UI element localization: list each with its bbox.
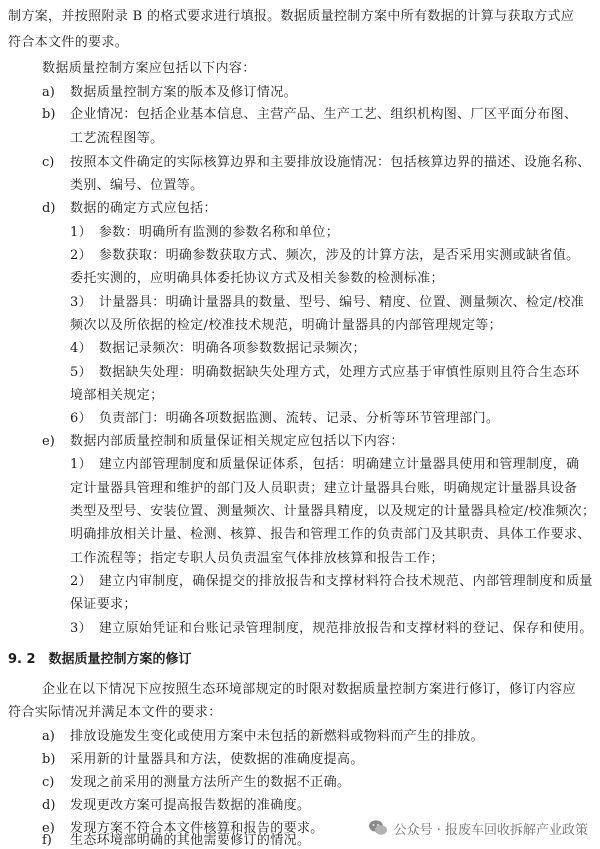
subitem-text: 保证要求；	[70, 597, 137, 612]
subitem-text: 1） 参数：明确所有监测的参数名称和单位；	[70, 225, 340, 240]
subitem-text: 4） 数据记录频次：明确各项参数数据记录频次；	[70, 341, 366, 356]
item-marker: e)	[42, 821, 55, 836]
subitem-text: 5） 数据缺失处理：明确数据缺失处理方式，处理方式应基于审慎性原则且符合生态环	[70, 365, 580, 380]
subitem-text: 境部相关规定；	[70, 388, 164, 403]
item-c-text: 类别、编号、位置等。	[70, 178, 204, 193]
revision-item-text: 排放设施发生变化或使用方案中未包括的新燃料或物料而产生的排放。	[70, 729, 484, 744]
revision-item-text: 发现更改方案可提高报告数据的准确度。	[70, 798, 311, 813]
item-marker: d)	[42, 798, 56, 813]
subitem-text: 6） 负责部门：明确各项数据监测、流转、记录、分析等环节管理部门。	[70, 411, 500, 426]
section-heading: 9. 2 数据质量控制方案的修订	[8, 652, 192, 667]
wechat-icon	[368, 819, 388, 837]
subitem-text: 频次以及所依据的检定/校准技术规范，明确计量器具的内部管理规定等；	[70, 318, 502, 333]
item-marker: a)	[42, 729, 55, 744]
subitem-text: 1） 建立内部管理制度和质量保证体系，包括：明确建立计量器具使用和管理制度，确	[70, 457, 580, 472]
subitem-text: 明确排放相关计量、检测、核算、报告和管理工作的负责部门及其职责、具体工作要求、	[70, 527, 591, 542]
subitem-text: 类型及型号、安装位置、测量频次、计量器具精度，以及规定的计量器具检定/校准频次；	[70, 504, 596, 519]
watermark	[368, 818, 588, 838]
subitem-text: 定计量器具管理和维护的部门及人员职责；建立计量器具台账，明确规定计量器具设备	[70, 481, 578, 496]
subitem-text: 3） 计量器具：明确计量器具的数量、型号、编号、精度、位置、测量频次、检定/校准	[70, 295, 585, 310]
item-marker: f)	[42, 833, 52, 848]
item-marker: c)	[42, 775, 55, 790]
subitem-text: 2） 参数获取：明确参数获取方式、频次，涉及的计算方法，是否采用实测或缺省值。	[70, 248, 580, 263]
item-c-text: 按照本文件确定的实际核算边界和主要排放设施情况：包括核算边界的描述、设施名称、	[70, 155, 591, 170]
item-marker: a)	[42, 85, 55, 100]
item-marker: b)	[42, 107, 56, 122]
item-marker: b)	[42, 752, 56, 767]
intro-line: 数据质量控制方案应包括以下内容：	[42, 61, 256, 76]
item-marker: c)	[42, 155, 55, 170]
item-marker: e)	[42, 434, 55, 449]
item-a-text: 数据质量控制方案的版本及修订情况。	[70, 85, 297, 100]
revision-item-text: 发现之前采用的测量方法所产生的数据不正确。	[70, 775, 351, 790]
subitem-text: 3） 建立原始凭证和台账记录管理制度，规范排放报告和支撑材料的登记、保存和使用。	[70, 621, 593, 636]
watermark-text: 公众号 · 报废车回收拆解产业政策	[393, 822, 588, 838]
item-b-text: 企业情况：包括企业基本信息、主营产品、生产工艺、组织机构图、厂区平面分布图、	[70, 107, 578, 122]
subitem-text: 委托实测的，应明确具体委托协议方式及相关参数的检测标准；	[70, 271, 444, 286]
revision-item-text: 发现方案不符合本文件核算和报告的要求。	[70, 821, 324, 836]
section-intro-line: 企业在以下情况下应按照生态环境部规定的时限对数据质量控制方案进行修订，修订内容应	[42, 682, 577, 697]
subitem-text: 工作流程等；指定专职人员负责温室气体排放核算和报告工作；	[70, 551, 444, 566]
revision-item-text: 生态环境部明确的其他需要修订的情况。	[70, 833, 311, 848]
item-b-text: 工艺流程图等。	[70, 131, 164, 146]
intro-line: 制方案，并按照附录 B 的格式要求进行填报。数据质量控制方案中所有数据的计算与获取方式应	[8, 9, 575, 24]
item-e-text: 数据内部质量控制和质量保证相关规定应包括以下内容：	[70, 434, 404, 449]
item-d-text: 数据的确定方式应包括：	[70, 201, 217, 216]
subitem-text: 2） 建立内审制度，确保提交的排放报告和支撑材料符合技术规范、内部管理制度和质量	[70, 574, 593, 589]
revision-item-text: 采用新的计量器具和方法，使数据的准确度提高。	[70, 752, 364, 767]
section-intro-line: 符合实际情况并满足本文件的要求：	[8, 705, 222, 720]
intro-line: 符合本文件的要求。	[8, 35, 129, 50]
item-marker: d)	[42, 201, 56, 216]
